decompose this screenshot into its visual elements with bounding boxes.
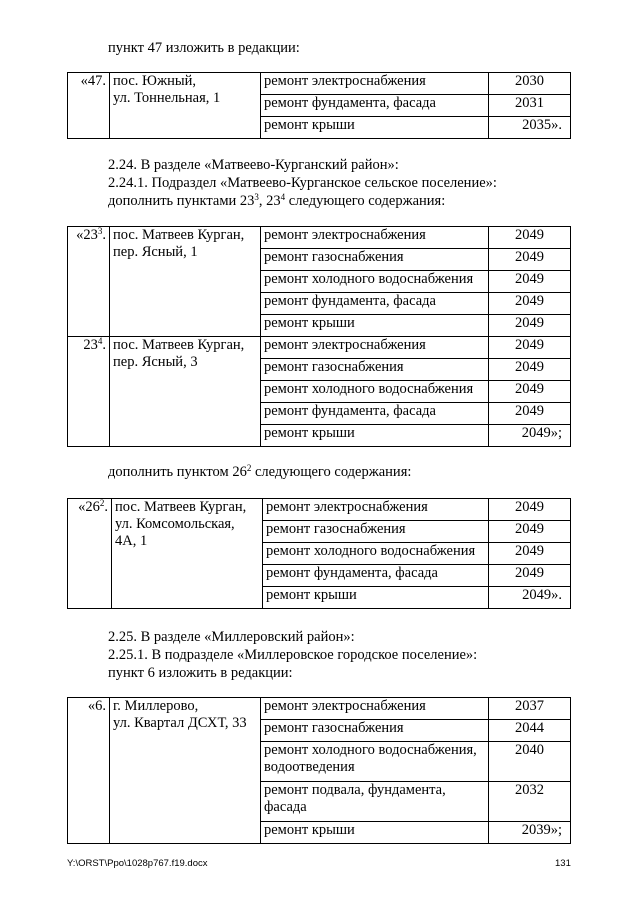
work-cell: ремонт крыши — [261, 117, 489, 139]
item-number: «6. — [68, 698, 110, 844]
add-item-26-paragraph: дополнить пунктом $26^2$ следующего содержания: — [108, 463, 412, 480]
year-cell: 2049 — [489, 293, 571, 315]
work-cell: ремонт электроснабжения — [261, 227, 489, 249]
section-2-24-heading: 2.24. В разделе «Матвеево-Курганский район»: — [108, 157, 399, 173]
table-row — [68, 337, 571, 359]
work-cell: ремонт электроснабжения — [261, 337, 489, 359]
item-number: «$23^3$. — [68, 227, 110, 337]
year-cell: 2035». — [489, 117, 571, 139]
work-cell: ремонт газоснабжения — [261, 359, 489, 381]
work-cell: ремонт крыши — [261, 822, 489, 844]
work-cell: ремонт фундамента, фасада — [263, 565, 489, 587]
year-cell: 2049 — [489, 499, 571, 521]
table-row — [68, 499, 571, 521]
address-cell: пос. Матвеев Курган, пер. Ясный, 3 — [110, 337, 261, 447]
year-cell: 2037 — [489, 698, 571, 720]
year-cell: 2049 — [489, 521, 571, 543]
work-cell: ремонт крыши — [263, 587, 489, 609]
year-cell: 2049 — [489, 543, 571, 565]
year-cell: 2049 — [489, 227, 571, 249]
intro-paragraph-47: пункт 47 изложить в редакции: — [108, 40, 300, 56]
work-cell: ремонт электроснабжения — [263, 499, 489, 521]
work-cell: ремонт холодного водоснабжения — [261, 381, 489, 403]
work-cell: ремонт фундамента, фасада — [261, 95, 489, 117]
year-cell: 2049»; — [489, 425, 571, 447]
work-cell: ремонт холодного водоснабжения — [263, 543, 489, 565]
address-cell: пос. Матвеев Курган, ул. Комсомольская, 4А, 1 — [112, 499, 263, 609]
year-cell: 2049 — [489, 359, 571, 381]
work-cell: ремонт фундамента, фасада — [261, 293, 489, 315]
year-cell: 2049 — [489, 315, 571, 337]
year-cell: 2031 — [489, 95, 571, 117]
year-cell: 2049 — [489, 271, 571, 293]
year-cell: 2030 — [489, 73, 571, 95]
year-cell: 2040 — [489, 742, 571, 782]
address-cell: г. Миллерово, ул. Квартал ДСХТ, 33 — [110, 698, 261, 844]
subsection-2-25-1-heading: 2.25.1. В подразделе «Миллеровское городское поселение»: — [108, 647, 478, 663]
work-cell: ремонт крыши — [261, 425, 489, 447]
footer-file-path: Y:\ORST\Ppo\1028p767.f19.docx — [67, 858, 208, 869]
work-cell: ремонт газоснабжения — [263, 521, 489, 543]
add-items-23-paragraph: дополнить пунктами $23^3$, $23^4$ следующего содержания: — [108, 192, 446, 209]
work-cell: ремонт электроснабжения — [261, 698, 489, 720]
item-number: «47. — [68, 73, 110, 139]
item-6-intro-paragraph: пункт 6 изложить в редакции: — [108, 665, 293, 681]
work-cell: ремонт газоснабжения — [261, 249, 489, 271]
work-cell: ремонт холодного водоснабжения — [261, 271, 489, 293]
table-row — [68, 73, 571, 95]
table-items-23 — [67, 226, 571, 447]
section-2-25-heading: 2.25. В разделе «Миллеровский район»: — [108, 629, 355, 645]
item-number: $23^4$. — [68, 337, 110, 447]
work-cell: ремонт электроснабжения — [261, 73, 489, 95]
year-cell: 2049 — [489, 403, 571, 425]
table-row — [68, 227, 571, 249]
year-cell: 2049 — [489, 337, 571, 359]
year-cell: 2032 — [489, 782, 571, 822]
year-cell: 2049 — [489, 565, 571, 587]
address-cell: пос. Южный, ул. Тоннельная, 1 — [110, 73, 261, 139]
address-cell: пос. Матвеев Курган, пер. Ясный, 1 — [110, 227, 261, 337]
table-item-6 — [67, 697, 571, 844]
item-number: «$26^2$. — [68, 499, 112, 609]
year-cell: 2049». — [489, 587, 571, 609]
table-item-26 — [67, 498, 571, 609]
year-cell: 2044 — [489, 720, 571, 742]
table-item-47 — [67, 72, 571, 139]
work-cell: ремонт газоснабжения — [261, 720, 489, 742]
year-cell: 2049 — [489, 381, 571, 403]
work-cell: ремонт холодного водоснабжения, водоотведения — [261, 742, 489, 782]
subsection-2-24-1-heading: 2.24.1. Подраздел «Матвеево-Курганское сельское поселение»: — [108, 175, 497, 191]
work-cell: ремонт крыши — [261, 315, 489, 337]
year-cell: 2039»; — [489, 822, 571, 844]
year-cell: 2049 — [489, 249, 571, 271]
work-cell: ремонт подвала, фундамента, фасада — [261, 782, 489, 822]
work-cell: ремонт фундамента, фасада — [261, 403, 489, 425]
page-number: 131 — [555, 858, 571, 869]
table-row — [68, 698, 571, 720]
